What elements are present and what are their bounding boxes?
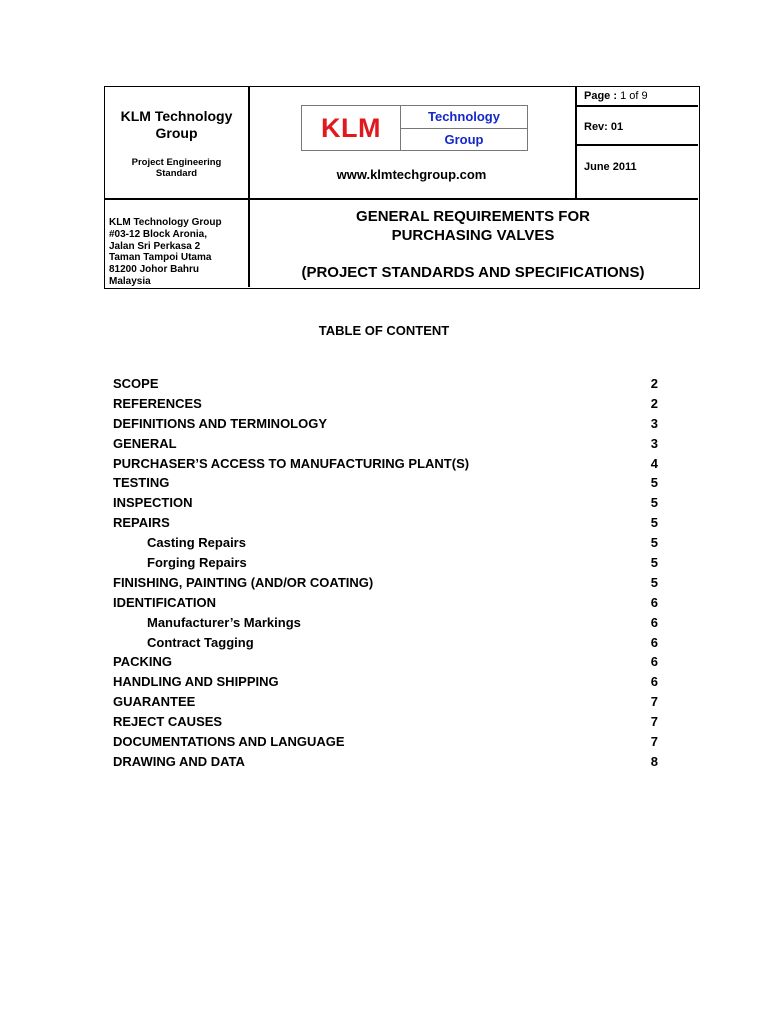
issue-date: June 2011	[584, 161, 637, 173]
toc-item-label: GUARANTEE	[113, 694, 196, 710]
toc-item-page: 8	[650, 753, 658, 769]
toc-item[interactable]	[113, 454, 658, 474]
project-line2: Standard	[155, 168, 198, 179]
toc-item[interactable]	[113, 473, 658, 493]
toc-item-page: 5	[650, 515, 658, 531]
toc-item-label: Forging Repairs	[147, 555, 247, 571]
toc-item[interactable]	[113, 434, 658, 454]
address-line: KLM Technology Group	[109, 217, 222, 228]
klm-logo	[301, 105, 528, 151]
document-title	[248, 207, 698, 245]
toc-item[interactable]	[113, 672, 658, 692]
toc-item-page: 6	[650, 614, 658, 630]
logo-klm-text: KLM	[302, 106, 401, 150]
toc-item-page: 3	[650, 415, 658, 431]
website-link[interactable]: www.klmtechgroup.com	[336, 167, 487, 182]
header-divider	[575, 87, 577, 198]
toc-item-page: 7	[650, 694, 658, 710]
toc-item[interactable]	[113, 752, 658, 772]
page-value: 1 of 9	[620, 90, 648, 102]
header-divider	[105, 198, 698, 200]
toc-item-page: 5	[650, 555, 658, 571]
address-line: 81200 Johor Bahru	[109, 264, 200, 276]
toc-item-label: PURCHASER’S ACCESS TO MANUFACTURING PLANT(S)	[113, 455, 470, 471]
project-line1: Project Engineering	[131, 157, 222, 168]
document-subtitle: (PROJECT STANDARDS AND SPECIFICATIONS)	[301, 264, 645, 281]
company-name-line1: KLM Technology	[120, 108, 233, 124]
toc-subitem[interactable]	[113, 533, 658, 553]
toc-item[interactable]	[113, 692, 658, 712]
address-line: Taman Tampoi Utama	[109, 252, 212, 264]
toc-item-page: 2	[650, 395, 658, 411]
toc-item-label: INSPECTION	[113, 495, 193, 511]
toc-item-label: Contract Tagging	[147, 634, 254, 650]
company-address	[109, 217, 222, 288]
toc-item[interactable]	[113, 652, 658, 672]
toc-item[interactable]	[113, 732, 658, 752]
logo-technology-text: Technology	[401, 106, 527, 129]
toc-item[interactable]	[113, 493, 658, 513]
toc-item-page: 6	[650, 654, 658, 670]
toc-item-label: DRAWING AND DATA	[113, 753, 245, 769]
page-indicator	[584, 90, 648, 102]
header-divider	[575, 144, 698, 146]
toc-item-label: HANDLING AND SHIPPING	[113, 674, 279, 690]
toc-heading: TABLE OF CONTENT	[318, 323, 450, 338]
toc-item-label: TESTING	[113, 475, 170, 491]
toc-item[interactable]	[113, 374, 658, 394]
toc-item-page: 2	[650, 376, 658, 391]
address-line: Jalan Sri Perkasa 2	[109, 240, 201, 252]
toc-item-page: 7	[650, 734, 658, 750]
toc-item-label: FINISHING, PAINTING (AND/OR COATING)	[113, 574, 374, 590]
toc-item-label: REJECT CAUSES	[113, 714, 223, 730]
toc-item-page: 5	[650, 574, 658, 590]
toc-item-page: 5	[650, 535, 658, 551]
title-line2: PURCHASING VALVES	[391, 227, 555, 244]
address-line: Malaysia	[109, 275, 151, 287]
toc-item-label: Casting Repairs	[147, 535, 246, 551]
document-header	[104, 86, 700, 289]
toc-item-page: 7	[650, 714, 658, 730]
toc-subitem[interactable]	[113, 633, 658, 653]
toc-subitem[interactable]	[113, 553, 658, 573]
toc-item-label: DOCUMENTATIONS AND LANGUAGE	[113, 734, 345, 750]
toc-item-label: Manufacturer’s Markings	[147, 614, 301, 630]
toc-item-label: REPAIRS	[113, 515, 170, 531]
page-label: Page :	[584, 90, 618, 102]
toc-item[interactable]	[113, 573, 658, 593]
toc-item-page: 5	[650, 475, 658, 491]
revision: Rev: 01	[584, 121, 624, 133]
toc-item[interactable]	[113, 712, 658, 732]
title-line1: GENERAL REQUIREMENTS FOR	[356, 208, 590, 225]
table-of-contents	[113, 374, 658, 772]
header-divider	[575, 105, 698, 107]
project-standard-label	[105, 157, 248, 179]
toc-item-page: 6	[650, 594, 658, 610]
toc-item-label: IDENTIFICATION	[113, 594, 217, 610]
toc-item[interactable]	[113, 394, 658, 414]
toc-item-label: SCOPE	[113, 376, 159, 391]
toc-item-page: 4	[650, 455, 658, 471]
toc-item-label: DEFINITIONS AND TERMINOLOGY	[113, 415, 328, 431]
toc-item-page: 6	[650, 674, 658, 690]
toc-item-label: GENERAL	[113, 435, 177, 451]
toc-item[interactable]	[113, 414, 658, 434]
logo-group-text: Group	[444, 131, 484, 147]
logo-right	[401, 106, 527, 150]
toc-item-page: 3	[650, 435, 658, 451]
company-name-line2: Group	[155, 125, 198, 141]
header-divider	[248, 87, 250, 287]
toc-item[interactable]	[113, 513, 658, 533]
address-line: #03-12 Block Aronia,	[109, 228, 208, 240]
company-name	[105, 108, 248, 142]
toc-item-label: REFERENCES	[113, 395, 202, 411]
toc-item-page: 5	[650, 495, 658, 511]
toc-item[interactable]	[113, 593, 658, 613]
toc-item-page: 6	[650, 634, 658, 650]
toc-item-label: PACKING	[113, 654, 172, 670]
toc-subitem[interactable]	[113, 613, 658, 633]
